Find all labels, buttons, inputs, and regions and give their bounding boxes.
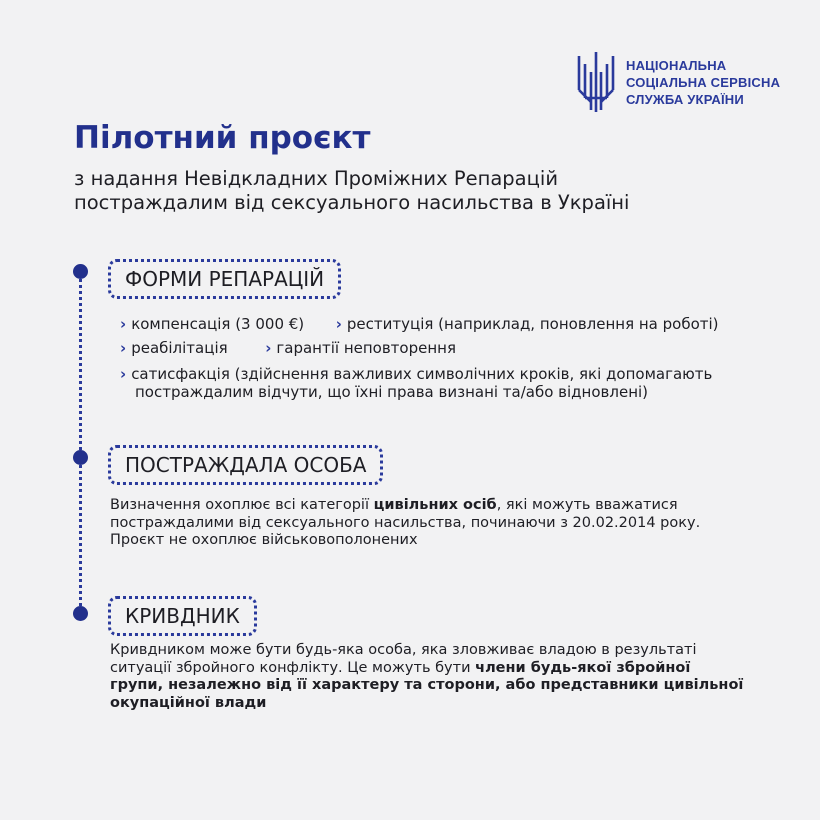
forms-row-3 [120,365,712,401]
logo-line-3: СЛУЖБА УКРАЇНИ [626,91,744,107]
offender-line-3 [110,677,750,695]
forms-item: реституція (наприклад, поновлення на роботі) [346,315,719,333]
timeline-dot-offender [73,606,88,621]
forms-item: реабілітація [131,339,228,357]
logo-text [626,57,780,108]
nssu-logo [576,50,780,114]
forms-item-continuation: постраждалим відчути, що їхні права визнані та/або відновлені) [135,383,649,401]
timeline-dot-forms [73,264,88,279]
victim-text: , які можуть вважатися [496,497,678,513]
subtitle-line-1: з надання Невідкладних Проміжних Репарацій [74,167,558,190]
victim-bold: цивільних осіб [373,497,497,513]
logo-line-1: НАЦІОНАЛЬНА [626,57,727,73]
offender-bold: окупаційної влади [110,694,267,711]
offender-text: ситуації збройного конфлікту. Це можуть бути [110,659,476,676]
forms-heading: ФОРМИ РЕПАРАЦІЙ [108,259,341,299]
subtitle-line-2: постраждалим від сексуального насильства в Україні [74,191,630,214]
victim-line-2: постраждалими від сексуального насильства, починаючи з 20.02.2014 року. [110,514,701,531]
page-title: Пілотний проєкт [74,120,371,156]
chevron-right-icon: › [120,315,127,333]
logo-line-2: СОЦІАЛЬНА СЕРВІСНА [626,74,781,90]
offender-heading: КРИВДНИК [108,596,257,636]
offender-line-1: Кривдником може бути будь-яка особа, яка зловживає владою в результаті [110,642,697,658]
victim-text: Визначення охоплює всі категорії [110,497,374,513]
chevron-right-icon: › [265,339,272,357]
offender-line-4 [110,695,750,713]
trident-logo-icon [576,50,616,114]
forms-item: компенсація (3 000 €) [131,315,305,333]
forms-row-1 [120,315,719,333]
timeline-dot-victim [73,450,88,465]
forms-item: сатисфакція (здійснення важливих символічних кроків, які допомагають [131,365,713,383]
chevron-right-icon: › [335,315,342,333]
chevron-right-icon: › [120,365,127,383]
victim-line-1 [110,497,750,515]
offender-description [110,642,750,712]
victim-heading: ПОСТРАЖДАЛА ОСОБА [108,445,383,485]
offender-line-2 [110,660,750,678]
forms-item: гарантії неповторення [276,339,456,357]
timeline-line [79,272,82,612]
page-subtitle [74,167,774,215]
offender-bold: члени будь-якої збройної [475,659,691,676]
forms-row-2 [120,339,456,357]
chevron-right-icon: › [120,339,127,357]
victim-description [110,497,750,550]
victim-line-3: Проєкт не охоплює військовополонених [110,532,418,548]
offender-bold: групи, незалежно від її характеру та сторони, або представники цивільної [110,677,744,693]
